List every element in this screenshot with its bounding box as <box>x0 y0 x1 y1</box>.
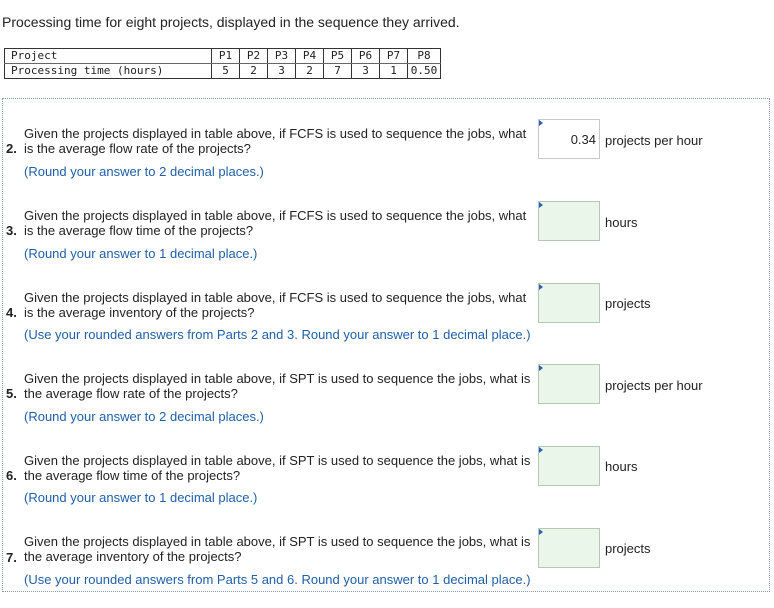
answer-input[interactable] <box>538 528 600 568</box>
table-cell: P6 <box>352 49 380 64</box>
question-note: (Round your answer to 2 decimal places.) <box>24 164 264 179</box>
unit-label: hours <box>605 459 638 474</box>
question-2 <box>0 119 770 199</box>
table-cell: 3 <box>268 64 296 79</box>
table-cell: P1 <box>212 49 240 64</box>
question-note: (Use your rounded answers from Parts 5 and 6. Round your answer to 1 decimal place.) <box>24 572 531 587</box>
question-text: Given the projects displayed in table above, if FCFS is used to sequence the jobs, what is the average inventory of the projects? <box>24 290 527 320</box>
table-row <box>5 64 441 79</box>
unit-label: hours <box>605 215 638 230</box>
question-note: (Round your answer to 1 decimal place.) <box>24 246 258 261</box>
table-cell: P8 <box>408 49 441 64</box>
answer-input[interactable] <box>538 283 600 323</box>
processing-time-table <box>4 48 441 79</box>
table-cell: P5 <box>324 49 352 64</box>
question-number: 7. <box>6 550 17 565</box>
question-text: Given the projects displayed in table above, if FCFS is used to sequence the jobs, what is the average flow rate of the projects? <box>24 126 527 156</box>
flag-icon <box>539 120 543 126</box>
question-number: 6. <box>6 468 17 483</box>
table-cell: 2 <box>240 64 268 79</box>
question-note: (Round your answer to 2 decimal places.) <box>24 409 264 424</box>
flag-icon <box>539 284 543 290</box>
question-number: 4. <box>6 305 17 320</box>
table-cell: 7 <box>324 64 352 79</box>
table-header-label: Project <box>5 49 212 64</box>
table-cell: 1 <box>380 64 408 79</box>
answer-input[interactable]: 0.34 <box>538 119 600 159</box>
question-5 <box>0 364 770 444</box>
table-cell: P4 <box>296 49 324 64</box>
flag-icon <box>539 447 543 453</box>
table-cell: 0.50 <box>408 64 441 79</box>
question-number: 5. <box>6 386 17 401</box>
question-text: Given the projects displayed in table above, if SPT is used to sequence the jobs, what is the average inventory of the projects? <box>24 534 531 564</box>
unit-label: projects <box>605 541 651 556</box>
table-cell: P7 <box>380 49 408 64</box>
unit-label: projects per hour <box>605 378 703 393</box>
question-number: 3. <box>6 223 17 238</box>
question-text: Given the projects displayed in table above, if SPT is used to sequence the jobs, what is the average flow rate of the projects? <box>24 371 531 401</box>
question-note: (Use your rounded answers from Parts 2 and 3. Round your answer to 1 decimal place.) <box>24 327 531 342</box>
question-6 <box>0 446 770 526</box>
table-row <box>5 49 441 64</box>
intro-text: Processing time for eight projects, displayed in the sequence they arrived. <box>2 14 460 30</box>
question-4 <box>0 283 770 363</box>
question-7 <box>0 528 770 608</box>
flag-icon <box>539 365 543 371</box>
flag-icon <box>539 529 543 535</box>
table-cell: P2 <box>240 49 268 64</box>
answer-input[interactable] <box>538 446 600 486</box>
table-cell: P3 <box>268 49 296 64</box>
table-row-label: Processing time (hours) <box>5 64 212 79</box>
table-cell: 5 <box>212 64 240 79</box>
table-cell: 2 <box>296 64 324 79</box>
question-3 <box>0 201 770 281</box>
question-text: Given the projects displayed in table above, if FCFS is used to sequence the jobs, what is the average flow time of the projects? <box>24 208 527 238</box>
answer-input[interactable] <box>538 364 600 404</box>
question-text: Given the projects displayed in table above, if SPT is used to sequence the jobs, what is the average flow time of the projects? <box>24 453 531 483</box>
question-note: (Round your answer to 1 decimal place.) <box>24 490 258 505</box>
question-number: 2. <box>6 141 17 156</box>
flag-icon <box>539 202 543 208</box>
unit-label: projects per hour <box>605 133 703 148</box>
table-cell: 3 <box>352 64 380 79</box>
unit-label: projects <box>605 296 651 311</box>
answer-input[interactable] <box>538 201 600 241</box>
